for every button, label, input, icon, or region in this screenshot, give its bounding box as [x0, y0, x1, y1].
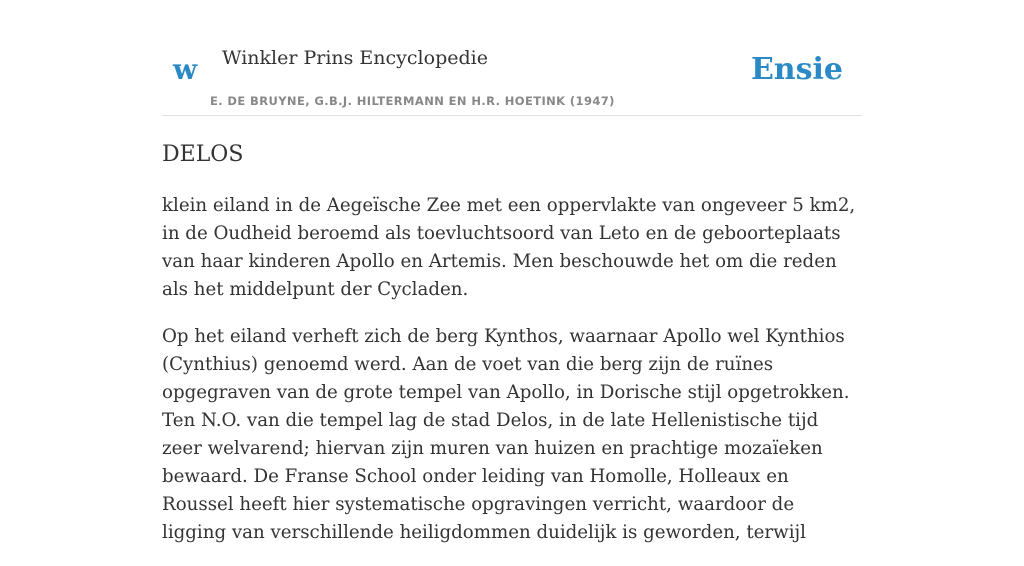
article-paragraph: Op het eiland verheft zich de berg Kynthos, waarnaar Apollo wel Kynthios (Cynthius) genoemd werd. Aan de voet van die berg zijn de ruïnes opgegraven van de grote tempel van Apollo, in Dorische stijl opgetrokken. Ten N.O. van die tempel lag de stad Delos, in de late Hellenistische tijd zeer welvarend; hiervan zijn muren van huizen en prachtige mozaïeken bewaard. De Franse School onder leiding van Homolle, Holleaux en Roussel heeft hier systematische opgravingen verricht, waardoor de ligging van verschillende heiligdommen duidelijk is geworden, terwijl — [162, 326, 850, 543]
source-authors: E. DE BRUYNE, G.B.J. HILTERMANN EN H.R. HOETINK (1947) — [210, 94, 615, 108]
source-header — [162, 0, 862, 116]
article-title: DELOS — [162, 142, 244, 167]
page — [162, 0, 862, 543]
source-title[interactable]: Winkler Prins Encyclopedie — [222, 47, 488, 69]
source-logo-icon: w — [173, 53, 198, 86]
article-paragraph: klein eiland in de Aegeïsche Zee met een oppervlakte van ongeveer 5 km2, in de Oudheid beroemd als toevluchtsoord van Leto en de geboorteplaats van haar kinderen Apollo en Artemis. Men beschouwde het om die reden als het middelpunt der Cycladen. — [162, 195, 856, 300]
brand-logo-link[interactable]: Ensie — [750, 52, 843, 87]
article-body — [162, 192, 862, 566]
